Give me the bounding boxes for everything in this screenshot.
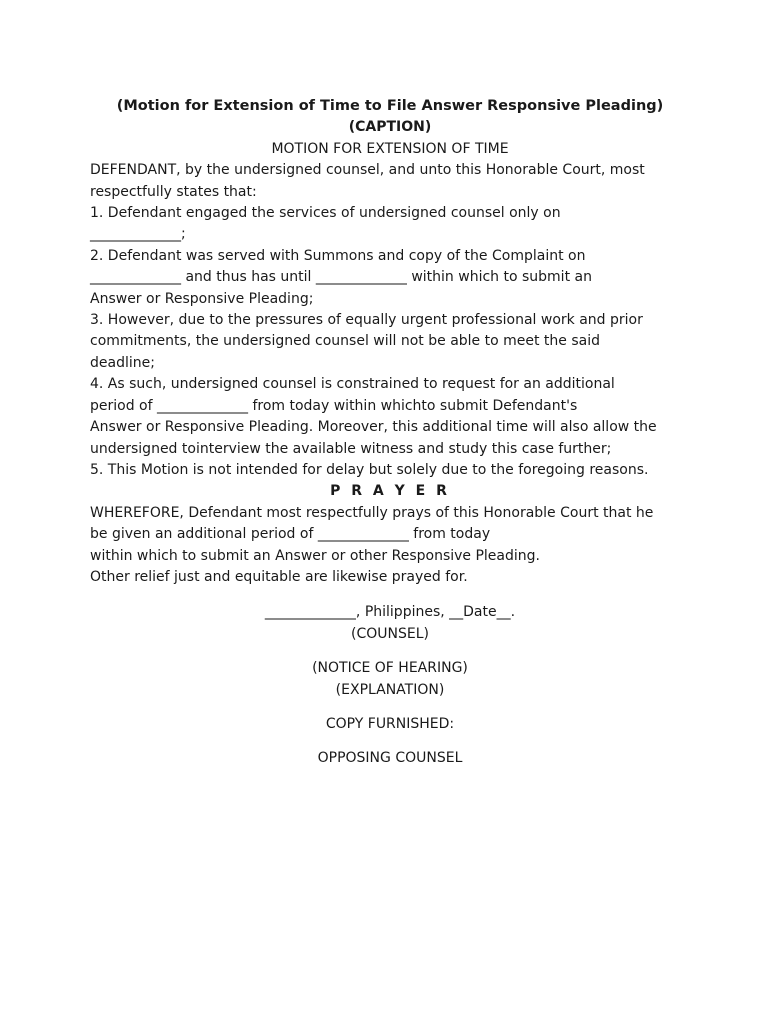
place-date-line: _____________, Philippines, __Date__. xyxy=(264,604,516,621)
item-5-line-1: 5. This Motion is not intended for delay but solely due to the foregoing reasons. xyxy=(90,461,649,478)
notice-of-hearing-label: (NOTICE OF HEARING) xyxy=(312,660,468,677)
caption-label: (CAPTION) xyxy=(348,119,432,136)
item-4-line-2: period of _____________ from today within whichto submit Defendant's xyxy=(90,397,578,414)
item-1-line-1: 1. Defendant engaged the services of undersigned counsel only on xyxy=(90,205,561,222)
wherefore-line-1: WHEREFORE, Defendant most respectfully prays of this Honorable Court that he xyxy=(90,504,654,521)
item-2 xyxy=(90,246,690,310)
prayer-heading xyxy=(90,481,690,502)
item-2-line-2: _____________ and thus has until _____________ within which to submit an xyxy=(90,269,592,286)
item-3-line-3: deadline; xyxy=(90,354,155,371)
document-title: (Motion for Extension of Time to File Answer Responsive Pleading) xyxy=(116,98,664,114)
item-1-line-2: _____________; xyxy=(90,226,186,243)
prayer-heading-text: P R A Y E R xyxy=(330,483,450,500)
item-3 xyxy=(90,310,690,374)
counsel-label: (COUNSEL) xyxy=(351,625,429,642)
item-4 xyxy=(90,374,690,460)
item-4-line-4: undersigned tointerview the available witness and study this case further; xyxy=(90,440,612,457)
item-2-line-3: Answer or Responsive Pleading; xyxy=(90,290,314,307)
wherefore-paragraph xyxy=(90,503,690,589)
copy-furnished-label: COPY FURNISHED: xyxy=(325,715,455,732)
explanation-label: (EXPLANATION) xyxy=(335,681,445,698)
wherefore-line-2: be given an additional period of _____________ from today xyxy=(90,526,491,543)
intro-paragraph xyxy=(90,160,690,203)
wherefore-line-4: Other relief just and equitable are likewise prayed for. xyxy=(90,568,468,585)
item-1 xyxy=(90,203,690,246)
item-3-line-2: commitments, the undersigned counsel will not be able to meet the said xyxy=(90,333,601,350)
document-body xyxy=(90,96,690,770)
item-4-line-1: 4. As such, undersigned counsel is constrained to request for an additional xyxy=(90,376,615,393)
item-4-line-3: Answer or Responsive Pleading. Moreover, this additional time will also allow the xyxy=(90,419,657,436)
motion-heading: MOTION FOR EXTENSION OF TIME xyxy=(271,140,509,157)
intro-line-1: DEFENDANT, by the undersigned counsel, and unto this Honorable Court, most xyxy=(90,162,645,179)
item-3-line-1: 3. However, due to the pressures of equally urgent professional work and prior xyxy=(90,312,643,329)
intro-line-2: respectfully states that: xyxy=(90,183,257,200)
opposing-counsel-label: OPPOSING COUNSEL xyxy=(317,750,463,767)
item-5 xyxy=(90,460,690,481)
wherefore-line-3: within which to submit an Answer or other Responsive Pleading. xyxy=(90,547,540,564)
item-2-line-1: 2. Defendant was served with Summons and copy of the Complaint on xyxy=(90,247,586,264)
